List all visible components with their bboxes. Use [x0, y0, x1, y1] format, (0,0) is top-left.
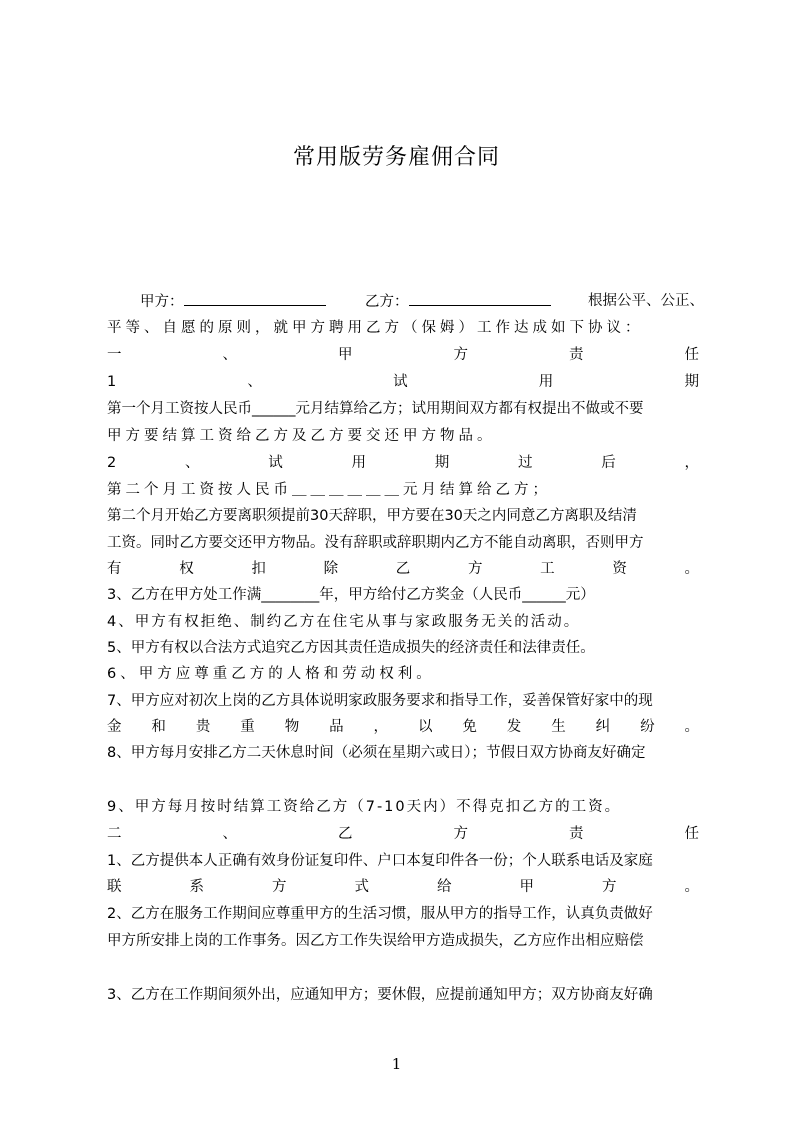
item2-text3: 工资。同时乙方要交还甲方物品。没有辞职或辞职期内乙方不能自动离职，否则甲方: [107, 535, 644, 551]
item2-heading-glyph: 过: [517, 455, 533, 471]
section1-heading-glyph: 责: [569, 347, 584, 363]
b-item2-continued: 甲方所安排上岗的工作事务。因乙方工作失误给甲方造成损失，乙方应作出相应赔偿: [107, 933, 644, 949]
item7-continued-glyph: 免: [462, 719, 477, 735]
item2-text4-glyph: 资: [612, 561, 627, 577]
b-item1-continued-glyph: 。: [684, 879, 699, 895]
item3: 3、乙方在甲方处工作满________年，甲方给付乙方奖金（人民币______元）: [107, 587, 595, 603]
item7-continued-glyph: 。: [684, 719, 699, 735]
section1-heading-glyph: 方: [453, 347, 468, 363]
party-a-field: [140, 291, 326, 311]
item7-continued-glyph: 纠: [595, 719, 611, 735]
item7-continued-glyph: 发: [506, 719, 522, 735]
item1-heading: [107, 372, 699, 392]
item2-heading-glyph: ，: [684, 455, 699, 471]
b-item1-continued-glyph: 甲: [519, 879, 534, 895]
item1-text2: 甲方要结算工资给乙方及乙方要交还甲方物品。: [107, 428, 496, 444]
b-item1-continued-glyph: 联: [107, 879, 122, 895]
section1-heading-glyph: 一: [107, 347, 122, 363]
section1-heading-glyph: 、: [222, 347, 237, 363]
item5: 5、甲方有权以合法方式追究乙方因其责任造成损失的经济责任和法律责任。: [107, 640, 595, 656]
b-item1: 1、乙方提供本人正确有效身份证复印件、户口本复印件各一份；个人联系电话及家庭: [107, 853, 653, 869]
section2-heading-glyph: 乙: [338, 826, 353, 842]
item7-continued-glyph: 以: [417, 719, 433, 735]
item7-continued-glyph: 生: [551, 719, 566, 735]
section2-heading-glyph: 责: [569, 826, 584, 842]
party-a-blank: [184, 291, 326, 306]
item7-continued-glyph: 纷: [640, 719, 655, 735]
section2-heading-glyph: 、: [222, 826, 237, 842]
item2-text4-glyph: 。: [684, 561, 699, 577]
section1-heading: [107, 345, 699, 365]
b-item1-continued-glyph: 方: [272, 879, 287, 895]
item1-heading-glyph: 用: [538, 374, 554, 390]
section1-heading-glyph: 任: [684, 347, 699, 363]
b-item1-continued-glyph: 式: [354, 879, 369, 895]
item2-heading-glyph: 、: [184, 455, 200, 471]
item7-continued-glyph: 金: [107, 719, 122, 735]
b-item3: 3、乙方在工作期间须外出，应通知甲方；要休假，应提前通知甲方；双方协商友好确: [107, 987, 653, 1003]
item2-text4-glyph: 乙: [395, 561, 411, 577]
b-item1-continued-glyph: 系: [189, 879, 204, 895]
item1-heading-glyph: 试: [393, 374, 408, 390]
item7-continued-glyph: 和: [151, 719, 166, 735]
section2-heading: [107, 824, 699, 844]
item7-continued: [107, 717, 699, 737]
item2-heading-glyph: 2: [107, 455, 117, 471]
party-b-field: [365, 291, 551, 311]
item9: 9、甲方每月按时结算工资给乙方（7-10天内）不得克扣乙方的工资。: [107, 799, 622, 815]
intro-tail: 根据公平、公正、: [588, 293, 704, 309]
item1-heading-glyph: 期: [684, 374, 699, 390]
page-number: 1: [391, 1055, 402, 1073]
item7-continued-glyph: ，: [373, 719, 389, 735]
item7: 7、甲方应对初次上岗的乙方具体说明家政服务要求和指导工作，妥善保管好家中的现: [107, 693, 653, 709]
b-item2: 2、乙方在服务工作期间应尊重甲方的生活习惯，服从甲方的指导工作，认真负责做好: [107, 906, 653, 922]
party-b-label: 乙方：: [365, 294, 409, 310]
party-a-label: 甲方：: [140, 294, 184, 310]
section1-heading-glyph: 甲: [338, 347, 353, 363]
item7-continued-glyph: 贵: [195, 719, 211, 735]
item7-continued-glyph: 品: [329, 719, 344, 735]
item4: 4、甲方有权拒绝、制约乙方在住宅从事与家政服务无关的活动。: [107, 614, 581, 630]
document-title: 常用版劳务雇佣合同: [292, 145, 500, 170]
item2-text4-glyph: 方: [467, 561, 483, 577]
item2-text4-glyph: 权: [179, 561, 194, 577]
item2-text2: 第二个月开始乙方要离职须提前30天辞职，甲方要在30天之内同意乙方离职及结清: [107, 508, 637, 524]
b-item1-continued-glyph: 方: [602, 879, 617, 895]
item2-heading-glyph: 用: [351, 455, 366, 471]
item2-text4-glyph: 扣: [251, 561, 266, 577]
item1-heading-glyph: 、: [247, 374, 262, 390]
section2-heading-glyph: 任: [684, 826, 699, 842]
party-b-blank: [409, 291, 551, 306]
item2-text4-glyph: 工: [540, 561, 555, 577]
item8: 8、甲方每月安排乙方二天休息时间（必须在星期六或日）；节假日双方协商友好确定: [107, 745, 646, 761]
item1-text: 第一个月工资按人民币______元月结算给乙方；试用期间双方都有权提出不做或不要: [107, 401, 644, 417]
item2-text: 第二个月工资按人民币＿＿＿＿＿＿元月结算给乙方；: [107, 482, 551, 498]
item7-continued-glyph: 重: [240, 719, 255, 735]
item2-heading-glyph: 试: [268, 455, 283, 471]
item2-text4: [107, 559, 699, 579]
intro-line: 平等、自愿的原则，就甲方聘用乙方（保姆）工作达成如下协议：: [107, 320, 644, 336]
item2-heading: [107, 453, 699, 473]
item2-heading-glyph: 期: [434, 455, 450, 471]
item2-text4-glyph: 有: [107, 561, 122, 577]
item2-heading-glyph: 后: [601, 455, 616, 471]
item2-text4-glyph: 除: [323, 561, 339, 577]
item6: 6、甲方应尊重乙方的人格和劳动权利。: [107, 666, 435, 682]
b-item1-continued-glyph: 给: [437, 879, 452, 895]
section2-heading-glyph: 方: [453, 826, 468, 842]
b-item1-continued: [107, 877, 699, 897]
item1-heading-glyph: 1: [107, 374, 117, 390]
item7-continued-glyph: 物: [284, 719, 300, 735]
section2-heading-glyph: 二: [107, 826, 122, 842]
